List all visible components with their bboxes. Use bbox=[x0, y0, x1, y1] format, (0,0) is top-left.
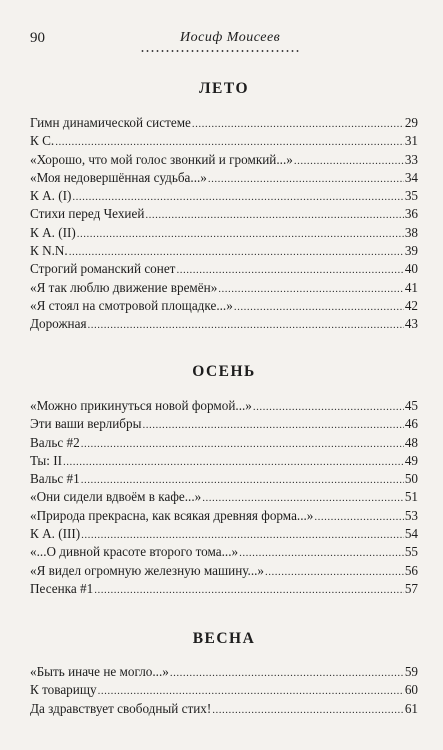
toc-entry bbox=[30, 169, 418, 187]
toc-entry-page: 57 bbox=[404, 580, 418, 596]
toc-entry bbox=[30, 205, 418, 223]
toc-entry-title: Вальс #2 bbox=[30, 434, 80, 450]
toc-entry-page: 49 bbox=[404, 452, 418, 468]
toc-entry-page: 42 bbox=[404, 297, 418, 313]
toc-entry-page: 34 bbox=[404, 169, 418, 185]
dot-leader bbox=[77, 225, 404, 243]
dot-leader bbox=[88, 316, 404, 334]
toc-list bbox=[30, 663, 418, 718]
toc-entry bbox=[30, 452, 418, 470]
toc-entry bbox=[30, 507, 418, 525]
toc-entry bbox=[30, 580, 418, 598]
toc-entry-title: Гимн динамической системе bbox=[30, 115, 191, 130]
toc-entry-title: К С. bbox=[30, 133, 55, 149]
toc-entry bbox=[30, 470, 418, 488]
dot-leader bbox=[192, 115, 404, 133]
toc-entry-title: К товарищу bbox=[30, 682, 97, 698]
toc-entry-title: Строгий романский сонет bbox=[30, 261, 176, 277]
dot-leader bbox=[81, 435, 404, 453]
toc-entry-title: Дорожная bbox=[30, 316, 87, 332]
dot-leader bbox=[202, 489, 404, 507]
toc-entry-page: 51 bbox=[404, 489, 418, 505]
toc-entry bbox=[30, 415, 418, 433]
dot-leader bbox=[81, 526, 404, 544]
toc-entry-title: «Я так люблю движение времён» bbox=[30, 279, 218, 295]
toc-entry-page: 43 bbox=[404, 316, 418, 332]
toc-entry bbox=[30, 397, 418, 415]
toc-entry-page: 40 bbox=[404, 261, 418, 277]
toc-entry-page: 50 bbox=[404, 471, 418, 487]
toc-entry-title: Песенка #1 bbox=[30, 580, 94, 596]
dot-leader bbox=[98, 682, 404, 700]
dot-leader bbox=[81, 471, 404, 489]
header-dotted-rule bbox=[140, 50, 300, 52]
toc-entry-title: К N.N. bbox=[30, 243, 68, 259]
toc-entry bbox=[30, 663, 418, 681]
toc-list bbox=[30, 397, 418, 598]
dot-leader bbox=[142, 416, 403, 434]
toc-entry-page: 36 bbox=[404, 206, 418, 222]
toc-entry-page: 38 bbox=[404, 224, 418, 240]
toc-entry-title: Эти ваши верлибры bbox=[30, 416, 142, 432]
dot-leader bbox=[234, 298, 404, 316]
toc-entry-title: «Природа прекрасна, как всякая древняя форма...» bbox=[30, 507, 314, 523]
toc-entry-title: «Я видел огромную железную машину...» bbox=[30, 562, 265, 578]
section-title: ЛЕТО bbox=[198, 80, 250, 97]
toc-entry-title: «Я стоял на смотровой площадке...» bbox=[30, 297, 233, 313]
dot-leader bbox=[170, 664, 404, 682]
toc-entry-page: 45 bbox=[404, 398, 418, 413]
dot-leader bbox=[294, 152, 404, 170]
toc-entry-title: «Можно прикинуться новой формой...» bbox=[30, 398, 252, 413]
toc-entry-page: 54 bbox=[404, 526, 418, 542]
toc-entry bbox=[30, 114, 418, 132]
toc-entry bbox=[30, 543, 418, 561]
toc-entry bbox=[30, 242, 418, 260]
toc-entry-title: Да здравствует свободный стих! bbox=[30, 700, 212, 716]
toc-entry-title: «Быть иначе не могло...» bbox=[30, 664, 169, 679]
toc-list bbox=[30, 114, 418, 334]
toc-entry bbox=[30, 315, 418, 333]
toc-entry bbox=[30, 488, 418, 506]
dot-leader bbox=[55, 133, 404, 151]
toc-entry-page: 35 bbox=[404, 188, 418, 204]
toc-entry bbox=[30, 434, 418, 452]
dot-leader bbox=[253, 398, 404, 416]
toc-entry-title: Стихи перед Чехией bbox=[30, 206, 145, 222]
toc-entry-title: «Хорошо, что мой голос звонкий и громкий...» bbox=[30, 151, 293, 167]
toc-entry bbox=[30, 132, 418, 150]
toc-entry-title: «Они сидели вдвоём в кафе...» bbox=[30, 489, 202, 505]
toc-entry bbox=[30, 151, 418, 169]
dot-leader bbox=[265, 563, 404, 581]
dot-leader bbox=[94, 581, 404, 599]
toc-entry-page: 60 bbox=[404, 682, 418, 698]
toc-entry-page: 29 bbox=[404, 115, 418, 130]
toc-entry-page: 39 bbox=[404, 243, 418, 259]
toc-section-summer bbox=[30, 78, 418, 334]
toc-entry-title: «...О дивной красоте второго тома...» bbox=[30, 544, 239, 560]
toc-entry-page: 59 bbox=[404, 664, 418, 679]
toc-entry-title: К А. (II) bbox=[30, 224, 76, 240]
dot-leader bbox=[176, 261, 403, 279]
toc-entry-page: 46 bbox=[404, 416, 418, 432]
section-title: ОСЕНЬ bbox=[192, 363, 256, 380]
toc-entry-page: 33 bbox=[404, 151, 418, 167]
toc-entry bbox=[30, 562, 418, 580]
dot-leader bbox=[239, 544, 404, 562]
toc-entry-page: 56 bbox=[404, 562, 418, 578]
toc-section-autumn bbox=[30, 361, 418, 598]
toc-entry-title: Вальс #1 bbox=[30, 471, 80, 487]
page-number: 90 bbox=[30, 30, 45, 46]
running-head-author: Иосиф Моисеев bbox=[180, 30, 281, 45]
dot-leader bbox=[69, 243, 404, 261]
toc-entry bbox=[30, 187, 418, 205]
dot-leader bbox=[63, 453, 404, 471]
section-title: ВЕСНА bbox=[192, 630, 256, 647]
toc-entry bbox=[30, 525, 418, 543]
toc-section-spring bbox=[30, 628, 418, 718]
dot-leader bbox=[72, 188, 403, 206]
toc-entry-title: К А. (I) bbox=[30, 188, 72, 204]
dot-leader bbox=[218, 280, 404, 298]
toc-entry-page: 41 bbox=[404, 279, 418, 295]
toc-entry bbox=[30, 260, 418, 278]
toc-entry-page: 55 bbox=[404, 544, 418, 560]
toc-entry bbox=[30, 681, 418, 699]
toc-entry-page: 61 bbox=[404, 700, 418, 716]
dot-leader bbox=[208, 170, 404, 188]
toc-entry bbox=[30, 224, 418, 242]
toc-entry bbox=[30, 279, 418, 297]
dot-leader bbox=[314, 508, 403, 526]
dot-leader bbox=[212, 701, 404, 719]
toc-entry-page: 53 bbox=[404, 507, 418, 523]
toc-entry bbox=[30, 700, 418, 718]
toc-entry-title: «Моя недовершённая судьба...» bbox=[30, 169, 207, 185]
dot-leader bbox=[145, 206, 403, 224]
toc-entry-title: К А. (III) bbox=[30, 526, 81, 542]
toc-entry-page: 31 bbox=[404, 133, 418, 149]
toc-entry-title: Ты: II bbox=[30, 452, 63, 468]
toc-entry bbox=[30, 297, 418, 315]
toc-entry-page: 48 bbox=[404, 434, 418, 450]
